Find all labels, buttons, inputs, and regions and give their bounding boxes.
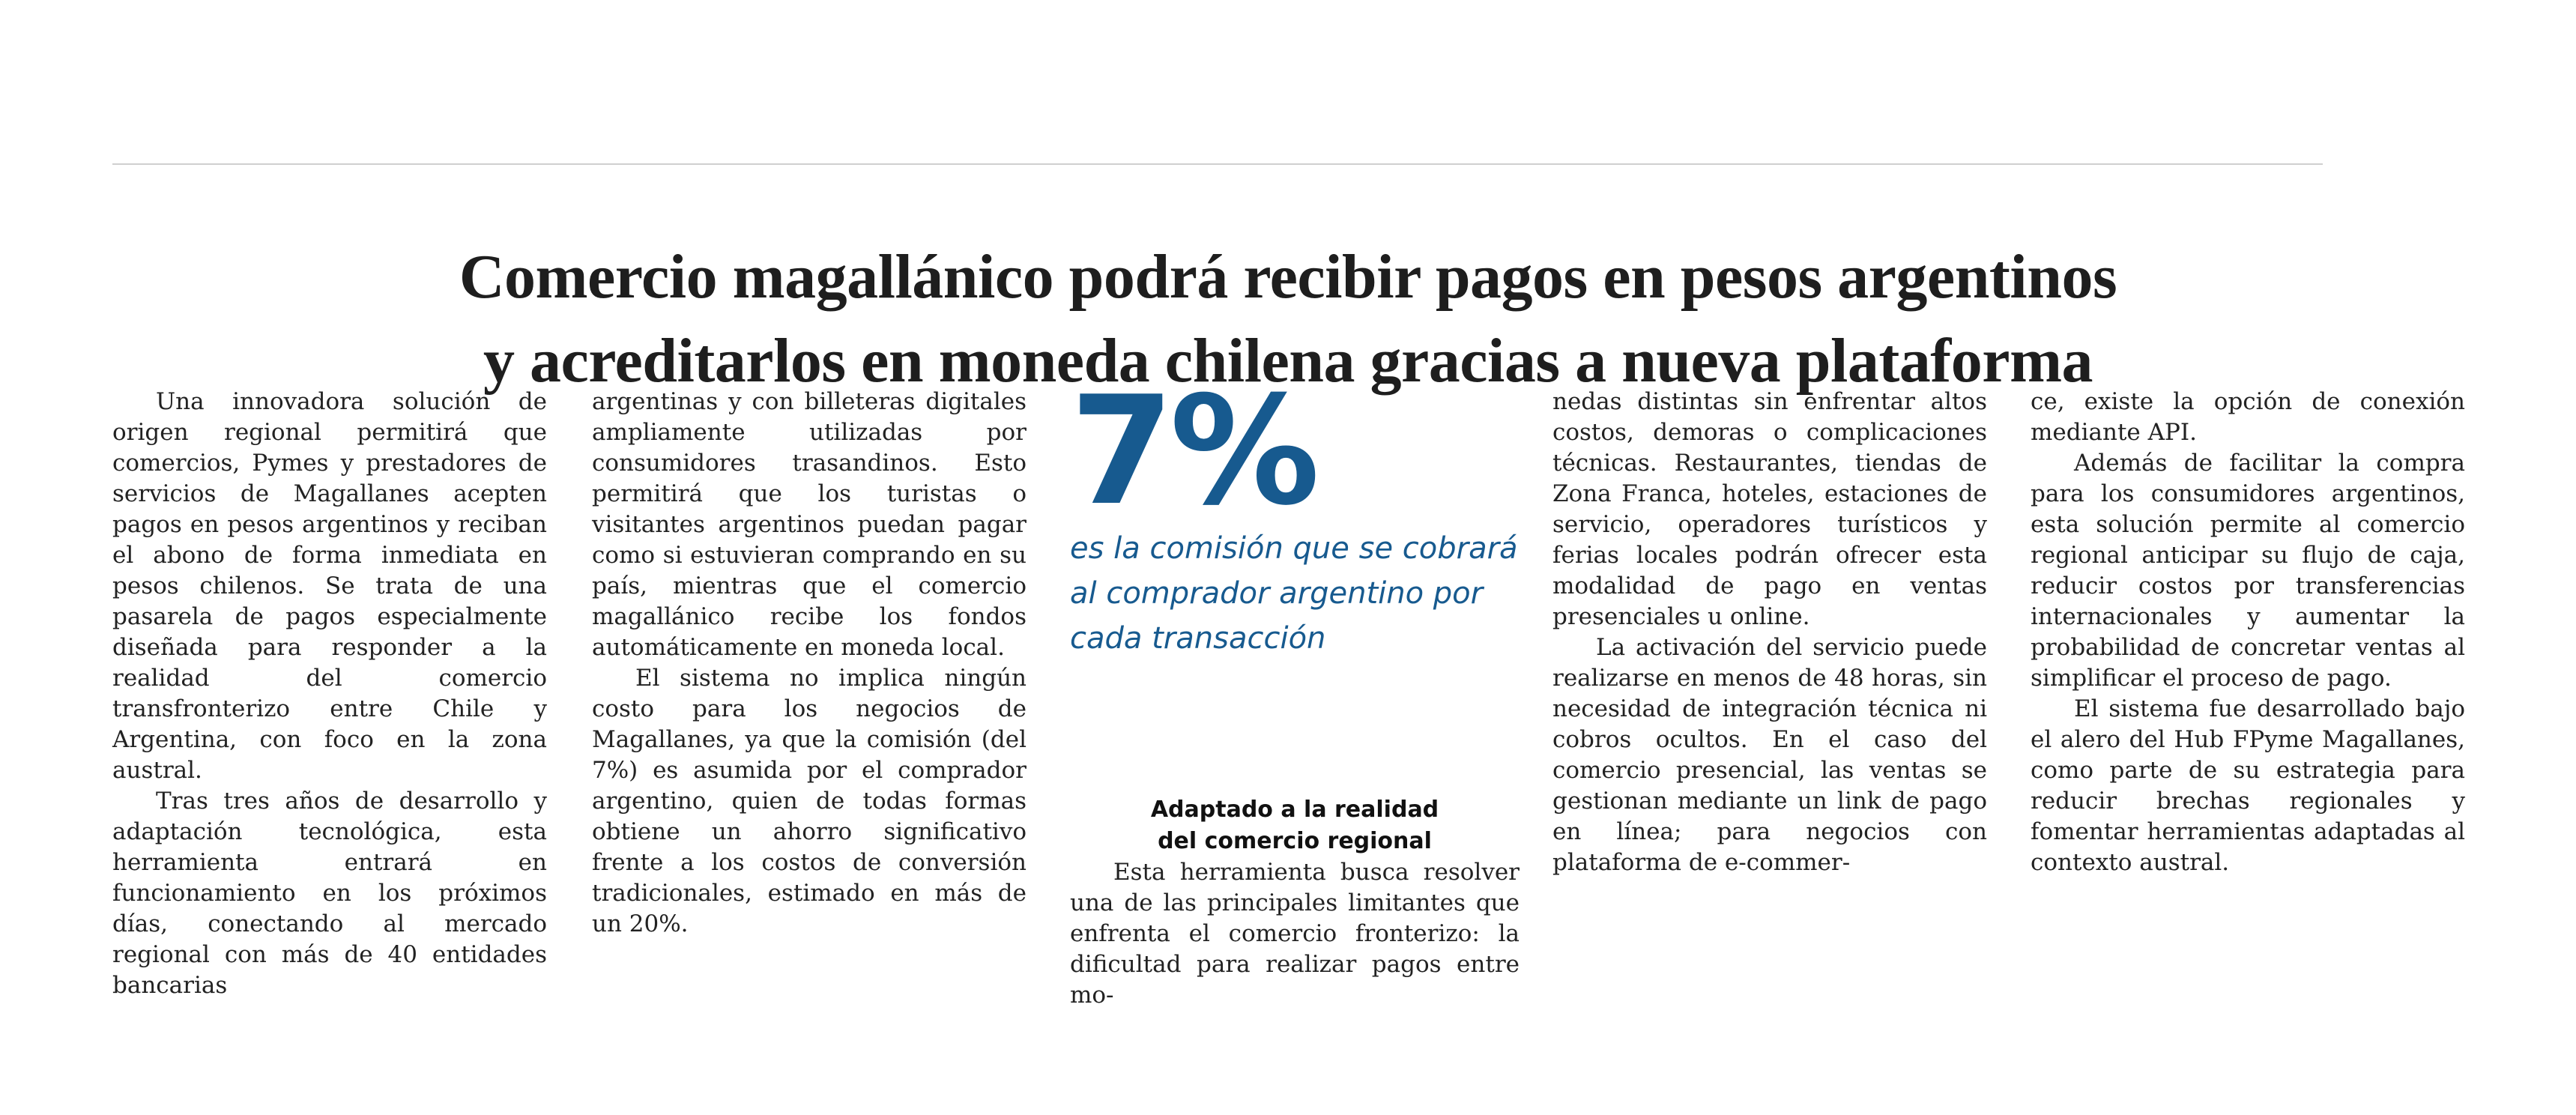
paragraph: ce, existe la opción de conexión mediante API. — [2031, 388, 2465, 446]
paragraph: argentinas y con billeteras digitales ampliamente utilizadas por consumidores trasandinos. Esto permitirá que los turistas o visitantes argentinos puedan pagar como si estuvieran comprando en su país, mientras que el comercio magallánico recibe los fondos automáticamente en moneda local. — [592, 388, 1027, 661]
subheading-line-1: Adaptado a la realidad — [1150, 797, 1439, 823]
pull-quote-figure: 7% — [1070, 364, 1316, 539]
column-5 — [2031, 387, 2465, 878]
subheading — [1070, 794, 1520, 857]
paragraph: Tras tres años de desarrollo y adaptación tecnológica, esta herramienta entrará en funcionamiento en los próximos días, conectando al mercado regional con más de 40 entidades bancarias — [112, 788, 547, 999]
pull-quote-caption: es la comisión que se cobrará al comprador argentino por cada transacción — [1070, 531, 1518, 656]
column-3 — [1070, 794, 1520, 1011]
paragraph: nedas distintas sin enfrentar altos costos, demoras o complicaciones técnicas. Restaurantes, tiendas de Zona Franca, hoteles, estaciones de servicio, operadores turísticos y ferias locales podrán ofrecer esta modalidad de pago en ventas presenciales u online. — [1552, 388, 1987, 630]
headline-line-1: Comercio magallánico podrá recibir pagos en pesos argentinos — [459, 242, 2117, 312]
paragraph: La activación del servicio puede realizarse en menos de 48 horas, sin necesidad de integración técnica ni cobros ocultos. En el caso del comercio presencial, las ventas se gestionan mediante un link de pago en línea; para negocios con plataforma de e-commer- — [1552, 634, 1987, 876]
headline-line-2: y acreditarlos en moneda chilena gracias a nueva plataforma — [483, 326, 2093, 396]
column-4 — [1552, 387, 1987, 878]
column-1 — [112, 387, 547, 1001]
paragraph: Además de facilitar la compra para los consumidores argentinos, esta solución permite al comercio regional anticipar su flujo de caja, reducir costos por transferencias internacionales y aumentar la probabilidad de concretar ventas al simplificar el proceso de pago. — [2031, 450, 2465, 692]
column-2 — [592, 387, 1027, 940]
paragraph: Esta herramienta busca resolver una de las principales limitantes que enfrenta el comercio fronterizo: la dificultad para realizar pagos entre mo- — [1070, 859, 1520, 1009]
paragraph: El sistema fue desarrollado bajo el alero del Hub FPyme Magallanes, como parte de su estrategia para reducir brechas regionales y fomentar herramientas adaptadas al contexto austral. — [2031, 695, 2465, 876]
pull-quote — [1070, 364, 1520, 661]
paragraph: Una innovadora solución de origen regional permitirá que comercios, Pymes y prestadores de servicios de Magallanes acepten pagos en pesos argentinos y reciban el abono de forma inmediata en pesos chilenos. Se trata de una pasarela de pagos especialmente diseñada para responder a la realidad del comercio transfronterizo entre Chile y Argentina, con foco en la zona austral. — [112, 388, 547, 784]
subheading-line-2: del comercio regional — [1158, 828, 1432, 854]
top-divider-rule — [112, 163, 2323, 165]
paragraph: El sistema no implica ningún costo para los negocios de Magallanes, ya que la comisión (del 7%) es asumida por el comprador argentino, quien de todas formas obtiene un ahorro significativo frente a los costos de conversión tradicionales, estimado en más de un 20%. — [592, 665, 1027, 937]
